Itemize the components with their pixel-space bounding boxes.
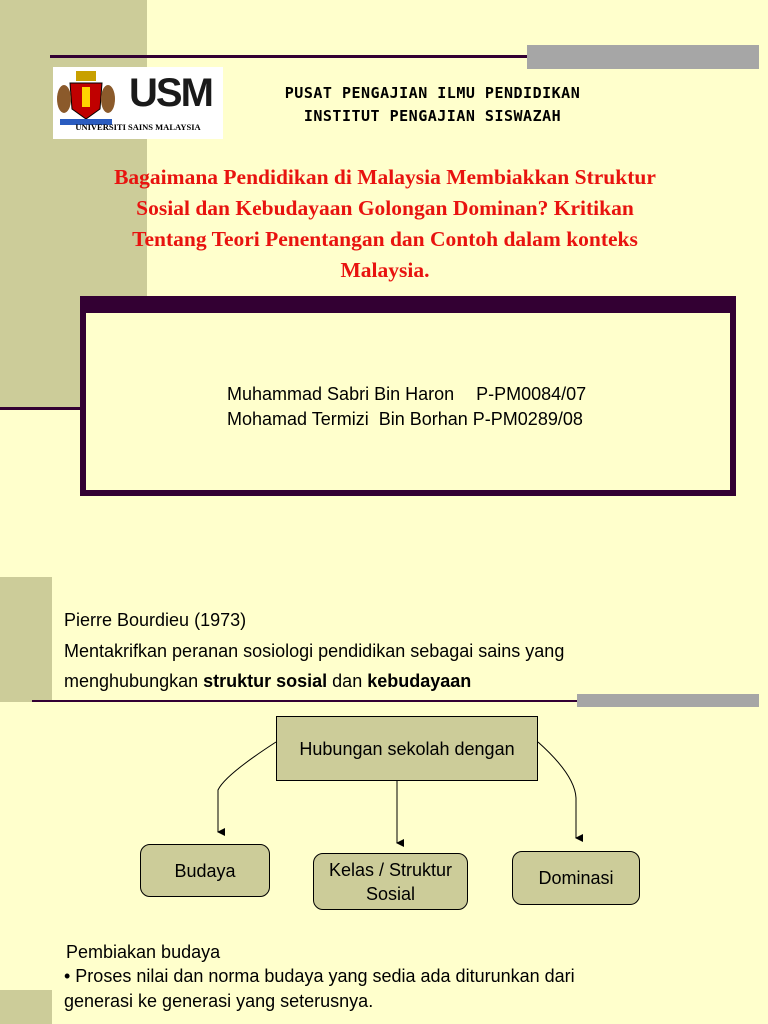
usm-wordmark: USM [129,71,212,115]
node-budaya: Budaya [140,844,270,897]
line2-mid: dan [327,671,368,691]
author-name: Mohamad Termizi Bin Borhan [227,409,468,429]
author-id: P-PM0289/08 [472,409,583,429]
slide2-grey-bar [577,694,759,707]
node-kelas-struktur-sosial [313,853,468,910]
slide1-title [40,162,730,286]
slide1-top-rule [50,55,530,58]
author-name: Muhammad Sabri Bin Haron [227,384,455,404]
title-line: Bagaimana Pendidikan di Malaysia Membiakkan Struktur [114,165,656,189]
slide2-sidebar [0,577,52,702]
usm-logo [53,67,223,139]
title-line: Malaysia. [340,258,430,282]
title-line: Tentang Teori Penentangan dan Contoh dalam konteks [132,227,638,251]
slide1-grey-bar [527,45,759,69]
connector-dominasi [538,742,576,838]
usm-caption: UNIVERSITI SAINS MALAYSIA [75,122,201,132]
bullet-line: • Proses nilai dan norma budaya yang sedia ada diturunkan dari [64,966,575,986]
slide2-rule [32,700,577,702]
title-line: Sosial dan Kebudayaan Golongan Dominan? Kritikan [136,196,634,220]
author-row [197,383,583,455]
slide2-heading: Pierre Bourdieu (1973) [64,610,247,630]
header-institute: INSTITUT PENGAJIAN SISWAZAH [303,107,562,125]
authors-left-rule [0,407,82,410]
term-struktur-sosial: struktur sosial [203,671,328,691]
author-id: P-PM0084/07 [476,384,587,404]
line2-pre: menghubungkan [64,671,204,691]
crest-icon [56,69,116,129]
authors-box [80,296,736,496]
node-dominasi: Dominasi [512,851,640,905]
slide2-line2 [64,669,471,693]
section-pembiakan-budaya: Pembiakan budaya [66,942,221,962]
header-school: PUSAT PENGAJIAN ILMU PENDIDIKAN [284,84,581,102]
node-kelas-line2: Sosial [365,883,416,904]
slide2-line1: Mentakrifkan peranan sosiologi pendidikan sebagai sains yang [64,641,565,661]
node-kelas-line1: Kelas / Struktur [328,859,453,880]
bullet-line: generasi ke generasi yang seterusnya. [64,991,374,1011]
connector-budaya [218,742,276,832]
slide-gap [0,525,768,575]
term-kebudayaan: kebudayaan [367,671,472,691]
node-hubungan-sekolah: Hubungan sekolah dengan [276,716,538,781]
